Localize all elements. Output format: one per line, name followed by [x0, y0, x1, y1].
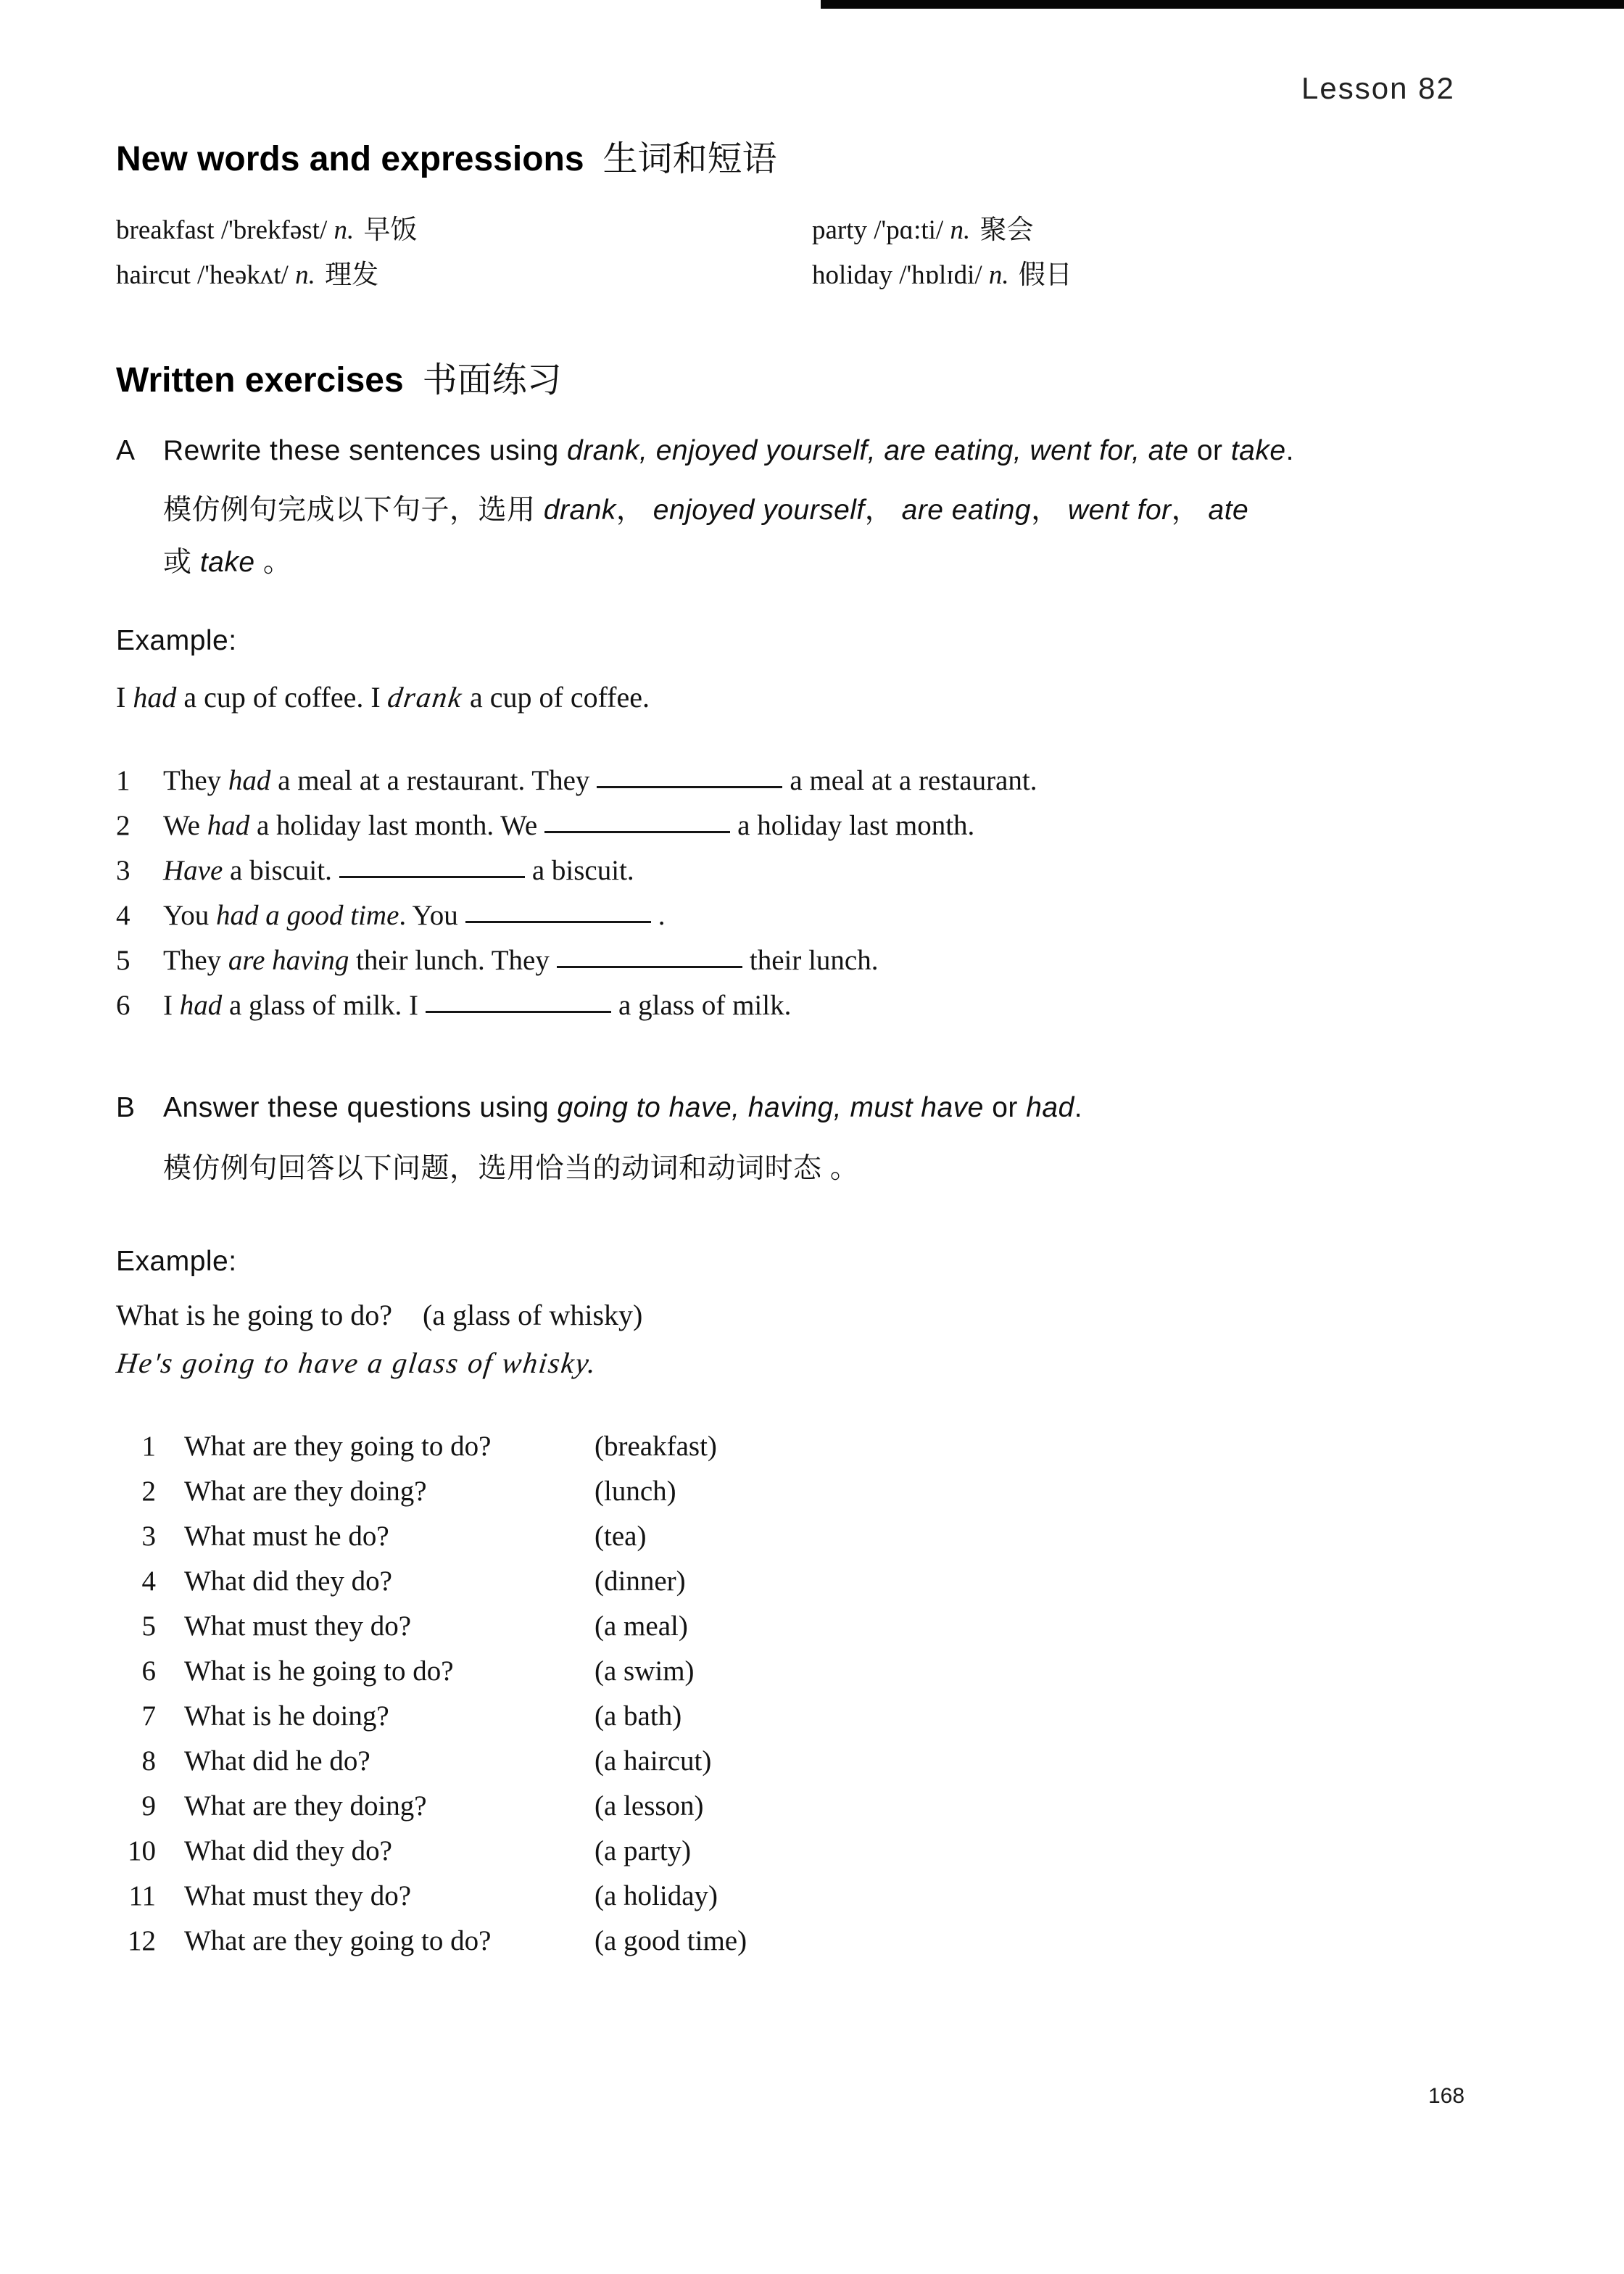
part-b-item-8 — [116, 1739, 1131, 1784]
item-number: 2 — [116, 810, 130, 841]
item-question: What are they doing? — [184, 1790, 427, 1822]
part-b-example-question: What is he going to do? — [116, 1299, 393, 1331]
vocab-phonetic: /'heəkʌt/ — [196, 260, 289, 290]
item-prompt: (a holiday) — [594, 1880, 718, 1911]
exercises-title-en: Written exercises — [116, 361, 404, 400]
part-b-item-list — [116, 1424, 1131, 1964]
item-prompt: (dinner) — [594, 1566, 686, 1597]
vocab-phonetic: /'brekfəst/ — [220, 215, 328, 245]
vocab-pos: n. — [950, 215, 971, 245]
vocab-phonetic: /'pɑ:ti/ — [874, 215, 944, 245]
item-number: 8 — [141, 1745, 156, 1777]
item-number: 3 — [141, 1521, 156, 1552]
part-a-instruction-line-2: 模仿例句完成以下句子，选用 drank， enjoyed yourself， are eating， went for， ate — [163, 495, 1249, 526]
vocab-meaning: 假日 — [1018, 260, 1072, 290]
vocab-word: holiday — [812, 260, 892, 290]
part-b-item-9 — [116, 1784, 1131, 1829]
vocab-entry-party — [812, 207, 1033, 247]
part-a-item-list — [116, 758, 1037, 1028]
item-number: 6 — [116, 990, 130, 1021]
item-number: 1 — [141, 1431, 156, 1462]
vocab-title-en: New words and expressions — [116, 140, 584, 178]
item-prompt: (a bath) — [594, 1700, 682, 1732]
part-a-example-label: Example: — [116, 625, 237, 656]
section-title-exercises — [116, 352, 562, 402]
vocab-word: breakfast — [116, 215, 215, 245]
item-number: 7 — [141, 1700, 156, 1732]
item-question: What must they do? — [184, 1880, 412, 1911]
exercises-title-zh: 书面练习 — [422, 361, 562, 400]
vocab-pos: n. — [334, 215, 355, 245]
vocab-entry-holiday — [812, 252, 1072, 292]
item-number: 11 — [128, 1880, 156, 1911]
part-a-item-6 — [116, 983, 1037, 1028]
vocab-meaning: 理发 — [325, 260, 379, 290]
item-number: 2 — [141, 1476, 156, 1507]
item-prompt: (a good time) — [594, 1925, 747, 1956]
part-b-example-answer-line — [115, 1346, 600, 1380]
item-question: What are they doing? — [184, 1476, 427, 1507]
part-b-item-3 — [116, 1514, 1131, 1559]
part-b-item-2 — [116, 1469, 1131, 1514]
item-prompt: (a lesson) — [594, 1790, 704, 1822]
part-b-item-10 — [116, 1829, 1131, 1874]
vocab-word: haircut — [116, 260, 191, 290]
item-prompt: (a meal) — [594, 1611, 688, 1642]
part-a-item-1 — [116, 758, 1037, 803]
part-b-example-prompt: (a glass of whisky) — [423, 1299, 643, 1331]
part-a-item-5 — [116, 938, 1037, 983]
item-prompt: (lunch) — [594, 1476, 676, 1507]
item-number: 5 — [141, 1611, 156, 1642]
item-question: What did they do? — [184, 1835, 392, 1866]
item-prompt: (a party) — [594, 1835, 692, 1866]
item-question: What did he do? — [184, 1745, 370, 1777]
part-b-instruction-line-2: 模仿例句回答以下问题，选用恰当的动词和动词时态 。 — [163, 1153, 859, 1184]
part-a-item-3 — [116, 848, 1037, 893]
vocab-meaning: 聚会 — [979, 215, 1034, 245]
scan-edge-bar — [821, 0, 1624, 9]
part-b-item-4 — [116, 1559, 1131, 1604]
vocab-meaning: 早饭 — [363, 215, 418, 245]
part-b-instruction-line-1 — [116, 1092, 1082, 1124]
item-question: What must he do? — [184, 1521, 389, 1552]
vocab-phonetic: /'hɒlɪdi/ — [899, 260, 982, 290]
part-b-item-7 — [116, 1694, 1131, 1739]
vocab-title-zh: 生词和短语 — [602, 140, 777, 178]
part-a-example-sentence: I had a cup of coffee. I drank a cup of coffee. — [116, 681, 650, 714]
item-number: 3 — [116, 855, 130, 886]
item-number: 5 — [116, 945, 130, 976]
item-question: What did they do? — [184, 1566, 392, 1597]
vocab-word: party — [812, 215, 868, 245]
part-b-item-1 — [116, 1424, 1131, 1469]
part-a-label: A — [116, 435, 136, 466]
item-question: What are they going to do? — [184, 1925, 492, 1956]
part-a-instruction-line-1 — [116, 435, 1294, 467]
part-b-instruction-text: Answer these questions using going to have, having, must have or had. — [163, 1092, 1083, 1123]
part-b-example-line — [116, 1298, 642, 1332]
item-question: What are they going to do? — [184, 1431, 492, 1462]
item-sentence: You had a good time. You . — [163, 900, 666, 931]
item-question: What must they do? — [184, 1611, 412, 1642]
item-prompt: (a swim) — [594, 1655, 695, 1687]
item-sentence: I had a glass of milk. I a glass of milk. — [163, 990, 792, 1021]
item-number: 4 — [116, 900, 130, 931]
item-sentence: They are having their lunch. They their lunch. — [163, 945, 879, 976]
item-question: What is he going to do? — [184, 1655, 454, 1687]
part-b-item-5 — [116, 1604, 1131, 1649]
part-a-instruction-text: Rewrite these sentences using drank, enjoyed yourself, are eating, went for, ate or take. — [163, 435, 1294, 466]
item-sentence: We had a holiday last month. We a holiday last month. — [163, 810, 975, 841]
part-b-example-label: Example: — [116, 1246, 237, 1277]
part-a-instruction-line-3: 或 take 。 — [163, 547, 292, 578]
part-a-item-2 — [116, 803, 1037, 848]
item-number: 1 — [116, 765, 130, 796]
item-prompt: (tea) — [594, 1521, 647, 1552]
vocab-entry-breakfast — [116, 207, 418, 247]
part-b-label: B — [116, 1092, 136, 1123]
page-number: 168 — [1428, 2084, 1465, 2108]
vocab-entry-haircut — [116, 252, 378, 292]
lesson-header: Lesson 82 — [1301, 71, 1455, 105]
vocab-pos: n. — [295, 260, 315, 290]
item-prompt: (breakfast) — [594, 1431, 717, 1462]
item-sentence: Have a biscuit. a biscuit. — [163, 855, 634, 886]
vocab-pos: n. — [988, 260, 1009, 290]
item-question: What is he doing? — [184, 1700, 389, 1732]
item-sentence: They had a meal at a restaurant. They a meal at a restaurant. — [163, 765, 1037, 796]
item-prompt: (a haircut) — [594, 1745, 712, 1777]
part-b-item-6 — [116, 1649, 1131, 1694]
part-b-item-11 — [116, 1874, 1131, 1919]
item-number: 9 — [141, 1790, 156, 1822]
part-b-item-12 — [116, 1919, 1131, 1964]
item-number: 12 — [128, 1925, 156, 1956]
handwritten-answer: He's going to have a glass of whisky. — [115, 1347, 600, 1379]
item-number: 4 — [141, 1566, 156, 1597]
item-number: 6 — [141, 1655, 156, 1687]
part-a-item-4 — [116, 893, 1037, 938]
section-title-vocab — [116, 131, 777, 181]
item-number: 10 — [128, 1835, 156, 1866]
